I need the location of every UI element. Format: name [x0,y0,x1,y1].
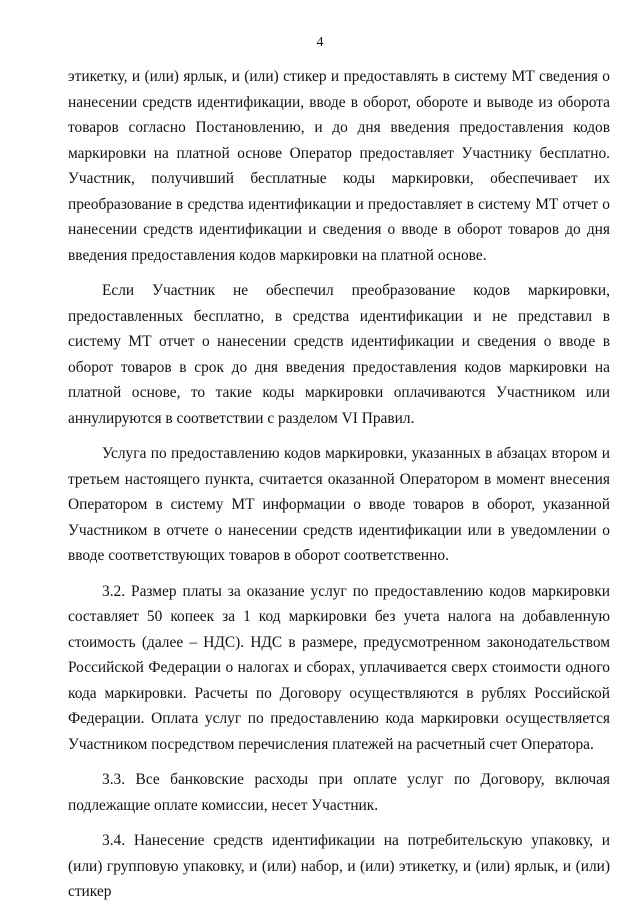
document-body [68,64,610,915]
page-number: 4 [316,35,324,50]
paragraph-unpaid-codes: Если Участник не обеспечил преобразование кодов маркировки, предоставленных бесплатно, в средства идентификации и не представил в систему МТ отчет о нанесении средств идентификации и сведения о вводе в оборот товаров в срок до дня введения предоставления кодов маркировки на платной основе, то такие коды маркировки оплачиваются Участником или аннулируются в соответствии с разделом VI Правил. [68,282,610,427]
paragraph-3-2-fee: 3.2. Размер платы за оказание услуг по предоставлению кодов маркировки составляет 50 копеек за 1 код маркировки без учета налога на добавленную стоимость (далее – НДС). НДС в размере, предусмотренном законодательством Российской Федерации о налогах и сборах, уплачивается сверх стоимости одного кода маркировки. Расчеты по Договору осуществляются в рублях Российской Федерации. Оплата услуг по предоставлению кода маркировки осуществляется Участником посредством перечисления платежей на расчетный счет Оператора. [68,582,610,753]
paragraph-3-3-bank-costs: 3.3. Все банковские расходы при оплате услуг по Договору, включая подлежащие оплате комиссии, несет Участник. [68,771,610,814]
paragraph-continuation: этикетку, и (или) ярлык, и (или) стикер и предоставлять в систему МТ сведения о нанесении средств идентификации, вводе в оборот, обороте и выводе из оборота товаров согласно Постановлению, и до дня введения предоставления кодов маркировки на платной основе Оператор предоставляет Участнику бесплатно. Участник, получивший бесплатные коды маркировки, обеспечивает их преобразование в средства идентификации и предоставляет в систему МТ отчет о нанесении средств идентификации и сведения о вводе в оборот товаров до дня введения предоставления кодов маркировки на платной основе. [68,68,610,264]
paragraph-3-4-application: 3.4. Нанесение средств идентификации на потребительскую упаковку, и (или) групповую упаковку, и (или) набор, и (или) этикетку, и (или) ярлык, и (или) стикер [68,832,610,900]
paragraph-service-rendered: Услуга по предоставлению кодов маркировки, указанных в абзацах втором и третьем настоящего пункта, считается оказанной Оператором в момент внесения Оператором в систему МТ информации о вводе товаров в оборот, указанной Участником в отчете о нанесении средств идентификации или в уведомлении о вводе соответствующих товаров в оборот соответственно. [68,445,610,564]
